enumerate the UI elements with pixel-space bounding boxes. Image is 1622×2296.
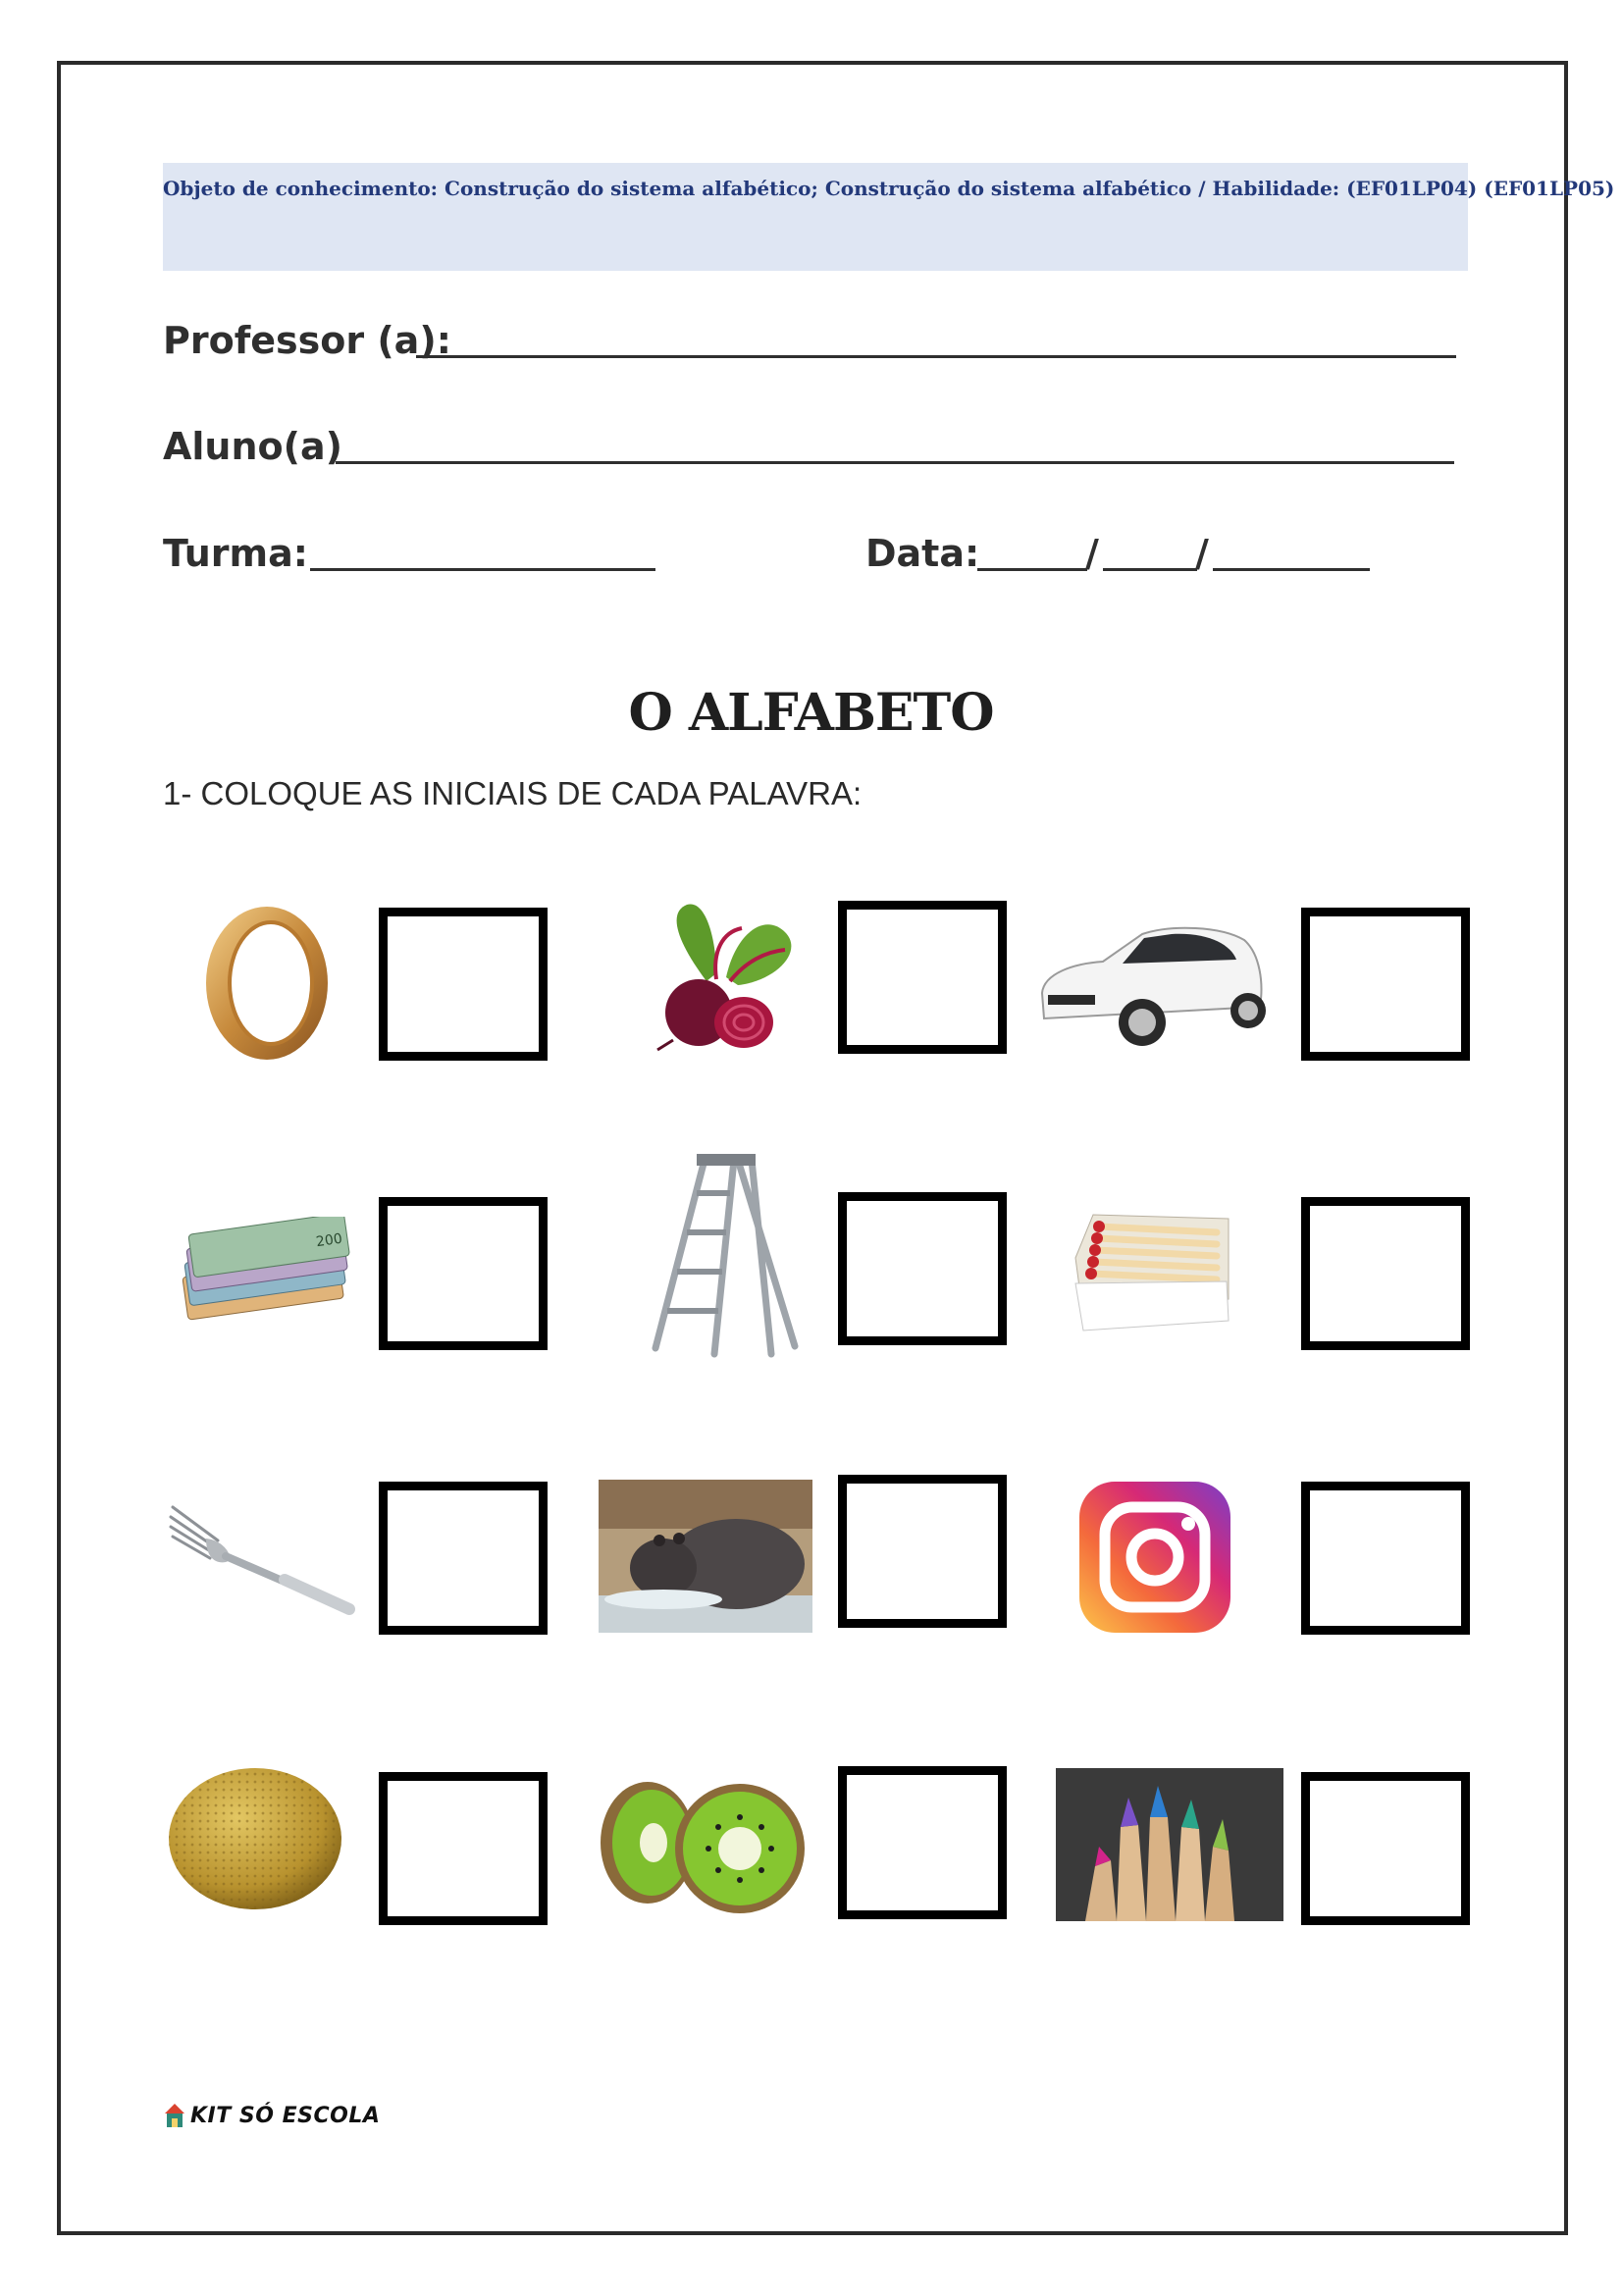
car-icon xyxy=(1034,924,1268,1050)
svg-text:200: 200 xyxy=(315,1230,343,1251)
answer-box-9[interactable] xyxy=(1301,1482,1470,1635)
matchbox-icon xyxy=(1070,1205,1234,1334)
data-separator-1: / xyxy=(1085,532,1099,575)
hippo-icon xyxy=(599,1480,812,1633)
answer-box-5[interactable] xyxy=(838,1192,1007,1345)
data-separator-2: / xyxy=(1195,532,1209,575)
answer-box-1[interactable] xyxy=(379,908,548,1061)
header-banner xyxy=(163,163,1615,271)
data-year-line[interactable] xyxy=(1213,568,1370,571)
ring-icon xyxy=(196,901,338,1066)
kiwi-icon xyxy=(599,1774,807,1917)
answer-box-3[interactable] xyxy=(1301,908,1470,1061)
professor-label: Professor (a): xyxy=(163,319,451,362)
page-title: O ALFABETO xyxy=(628,683,994,743)
footer-brand: KIT SÓ ESCOLA xyxy=(190,2103,381,2128)
answer-box-8[interactable] xyxy=(838,1475,1007,1628)
answer-box-11[interactable] xyxy=(838,1766,1007,1919)
instruction-text: 1- COLOQUE AS INICIAIS DE CADA PALAVRA: xyxy=(163,775,863,811)
answer-box-10[interactable] xyxy=(379,1772,548,1925)
instagram-icon xyxy=(1079,1482,1230,1633)
header-text: Objeto de conhecimento: Construção do sistema alfabético; Construção do sistema alfabético / Habilidade: (EF01LP04) (EF01LP05) xyxy=(163,177,1615,200)
data-month-line[interactable] xyxy=(1103,568,1197,571)
aluno-line[interactable] xyxy=(336,461,1454,464)
answer-box-7[interactable] xyxy=(379,1482,548,1635)
colored-pencils-icon xyxy=(1056,1768,1283,1921)
professor-line[interactable] xyxy=(416,355,1456,358)
aluno-label: Aluno(a) xyxy=(163,425,343,468)
ladder-icon xyxy=(648,1154,805,1362)
answer-box-6[interactable] xyxy=(1301,1197,1470,1350)
beet-icon xyxy=(648,903,807,1052)
jackfruit-icon xyxy=(165,1762,345,1911)
answer-box-12[interactable] xyxy=(1301,1772,1470,1925)
answer-box-2[interactable] xyxy=(838,901,1007,1054)
answer-box-4[interactable] xyxy=(379,1197,548,1350)
data-day-line[interactable] xyxy=(977,568,1087,571)
turma-label: Turma: xyxy=(163,532,308,575)
fork-icon xyxy=(167,1501,359,1617)
money-icon xyxy=(173,1217,355,1329)
school-house-icon xyxy=(163,2102,186,2129)
footer-logo xyxy=(163,2102,380,2129)
data-label: Data: xyxy=(865,532,980,575)
turma-line[interactable] xyxy=(310,568,655,571)
